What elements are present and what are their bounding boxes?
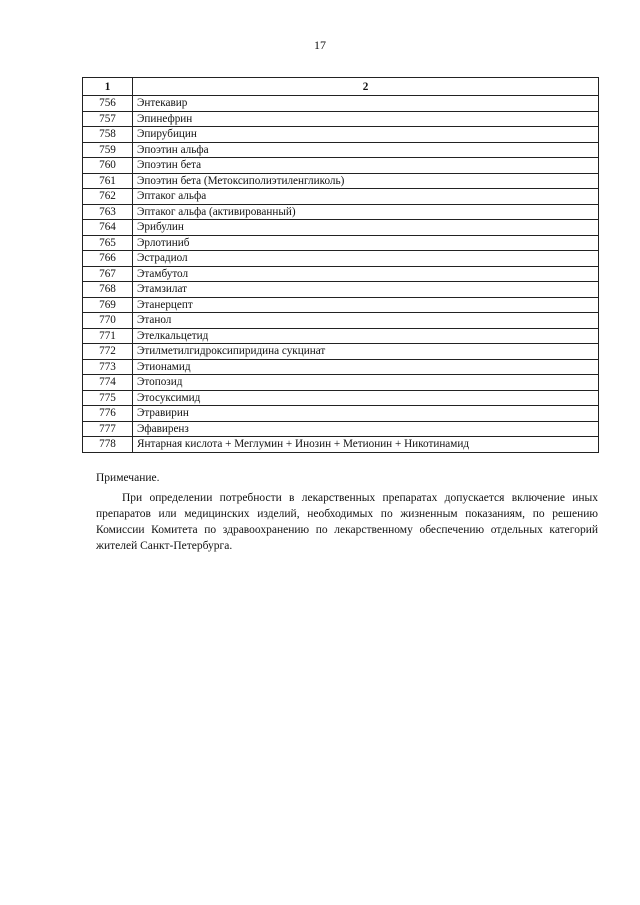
drug-name-cell: Этанол (133, 313, 599, 329)
drug-name-cell: Янтарная кислота + Меглумин + Инозин + Метионин + Никотинамид (133, 437, 599, 453)
table-row (83, 313, 599, 329)
drug-name-cell: Этамбутол (133, 266, 599, 282)
drug-name-cell: Этравирин (133, 406, 599, 422)
table-row (83, 251, 599, 267)
drug-name-cell: Этопозид (133, 375, 599, 391)
drug-name-cell: Эрлотиниб (133, 235, 599, 251)
row-number-cell: 759 (83, 142, 133, 158)
drug-name-cell: Энтекавир (133, 96, 599, 112)
row-number-cell: 778 (83, 437, 133, 453)
drug-name-cell: Эрибулин (133, 220, 599, 236)
drug-name-cell: Эпинефрин (133, 111, 599, 127)
table-row (83, 406, 599, 422)
drug-name-cell: Эпирубицин (133, 127, 599, 143)
drug-name-cell: Эпоэтин бета (Метоксиполиэтиленгликоль) (133, 173, 599, 189)
row-number-cell: 763 (83, 204, 133, 220)
table-row (83, 220, 599, 236)
row-number-cell: 777 (83, 421, 133, 437)
row-number-cell: 774 (83, 375, 133, 391)
row-number-cell: 775 (83, 390, 133, 406)
drug-name-cell: Этамзилат (133, 282, 599, 298)
table-body (83, 96, 599, 453)
table-row (83, 421, 599, 437)
drug-name-cell: Эфавиренз (133, 421, 599, 437)
row-number-cell: 766 (83, 251, 133, 267)
table-row (83, 142, 599, 158)
drug-list-table (82, 77, 599, 453)
drug-name-cell: Эстрадиол (133, 251, 599, 267)
row-number-cell: 776 (83, 406, 133, 422)
row-number-cell: 761 (83, 173, 133, 189)
row-number-cell: 772 (83, 344, 133, 360)
table-row (83, 282, 599, 298)
drug-name-cell: Этионамид (133, 359, 599, 375)
table-row (83, 390, 599, 406)
row-number-cell: 768 (83, 282, 133, 298)
row-number-cell: 770 (83, 313, 133, 329)
column-header-number: 1 (83, 78, 133, 96)
drug-list-table-container (82, 77, 598, 453)
row-number-cell: 769 (83, 297, 133, 313)
table-row (83, 297, 599, 313)
note-section (96, 470, 598, 554)
table-row (83, 111, 599, 127)
row-number-cell: 773 (83, 359, 133, 375)
row-number-cell: 764 (83, 220, 133, 236)
table-row (83, 96, 599, 112)
row-number-cell: 765 (83, 235, 133, 251)
drug-name-cell: Этанерцепт (133, 297, 599, 313)
table-row (83, 158, 599, 174)
drug-name-cell: Эпоэтин альфа (133, 142, 599, 158)
row-number-cell: 757 (83, 111, 133, 127)
drug-name-cell: Этелкальцетид (133, 328, 599, 344)
table-row (83, 375, 599, 391)
table-header-row (83, 78, 599, 96)
row-number-cell: 767 (83, 266, 133, 282)
row-number-cell: 756 (83, 96, 133, 112)
drug-name-cell: Эпоэтин бета (133, 158, 599, 174)
drug-name-cell: Эптаког альфа (активированный) (133, 204, 599, 220)
column-header-name: 2 (133, 78, 599, 96)
table-row (83, 266, 599, 282)
table-row (83, 127, 599, 143)
drug-name-cell: Эптаког альфа (133, 189, 599, 205)
row-number-cell: 760 (83, 158, 133, 174)
drug-name-cell: Этилметилгидроксипиридина сукцинат (133, 344, 599, 360)
table-row (83, 328, 599, 344)
table-row (83, 359, 599, 375)
note-title: Примечание. (96, 472, 160, 484)
table-row (83, 173, 599, 189)
row-number-cell: 771 (83, 328, 133, 344)
note-body: При определении потребности в лекарственных препаратах допускается включение иных препаратов или медицинских изделий, необходимых по жизненным показаниям, по решению Комиссии Комитета по здравоохранению по лекарственному обеспечению отдельных категорий жителей Санкт-Петербурга. (96, 492, 598, 552)
table-row (83, 344, 599, 360)
row-number-cell: 762 (83, 189, 133, 205)
table-row (83, 189, 599, 205)
table-row (83, 204, 599, 220)
table-row (83, 235, 599, 251)
table-row (83, 437, 599, 453)
drug-name-cell: Этосуксимид (133, 390, 599, 406)
row-number-cell: 758 (83, 127, 133, 143)
page-number: 17 (314, 38, 326, 52)
